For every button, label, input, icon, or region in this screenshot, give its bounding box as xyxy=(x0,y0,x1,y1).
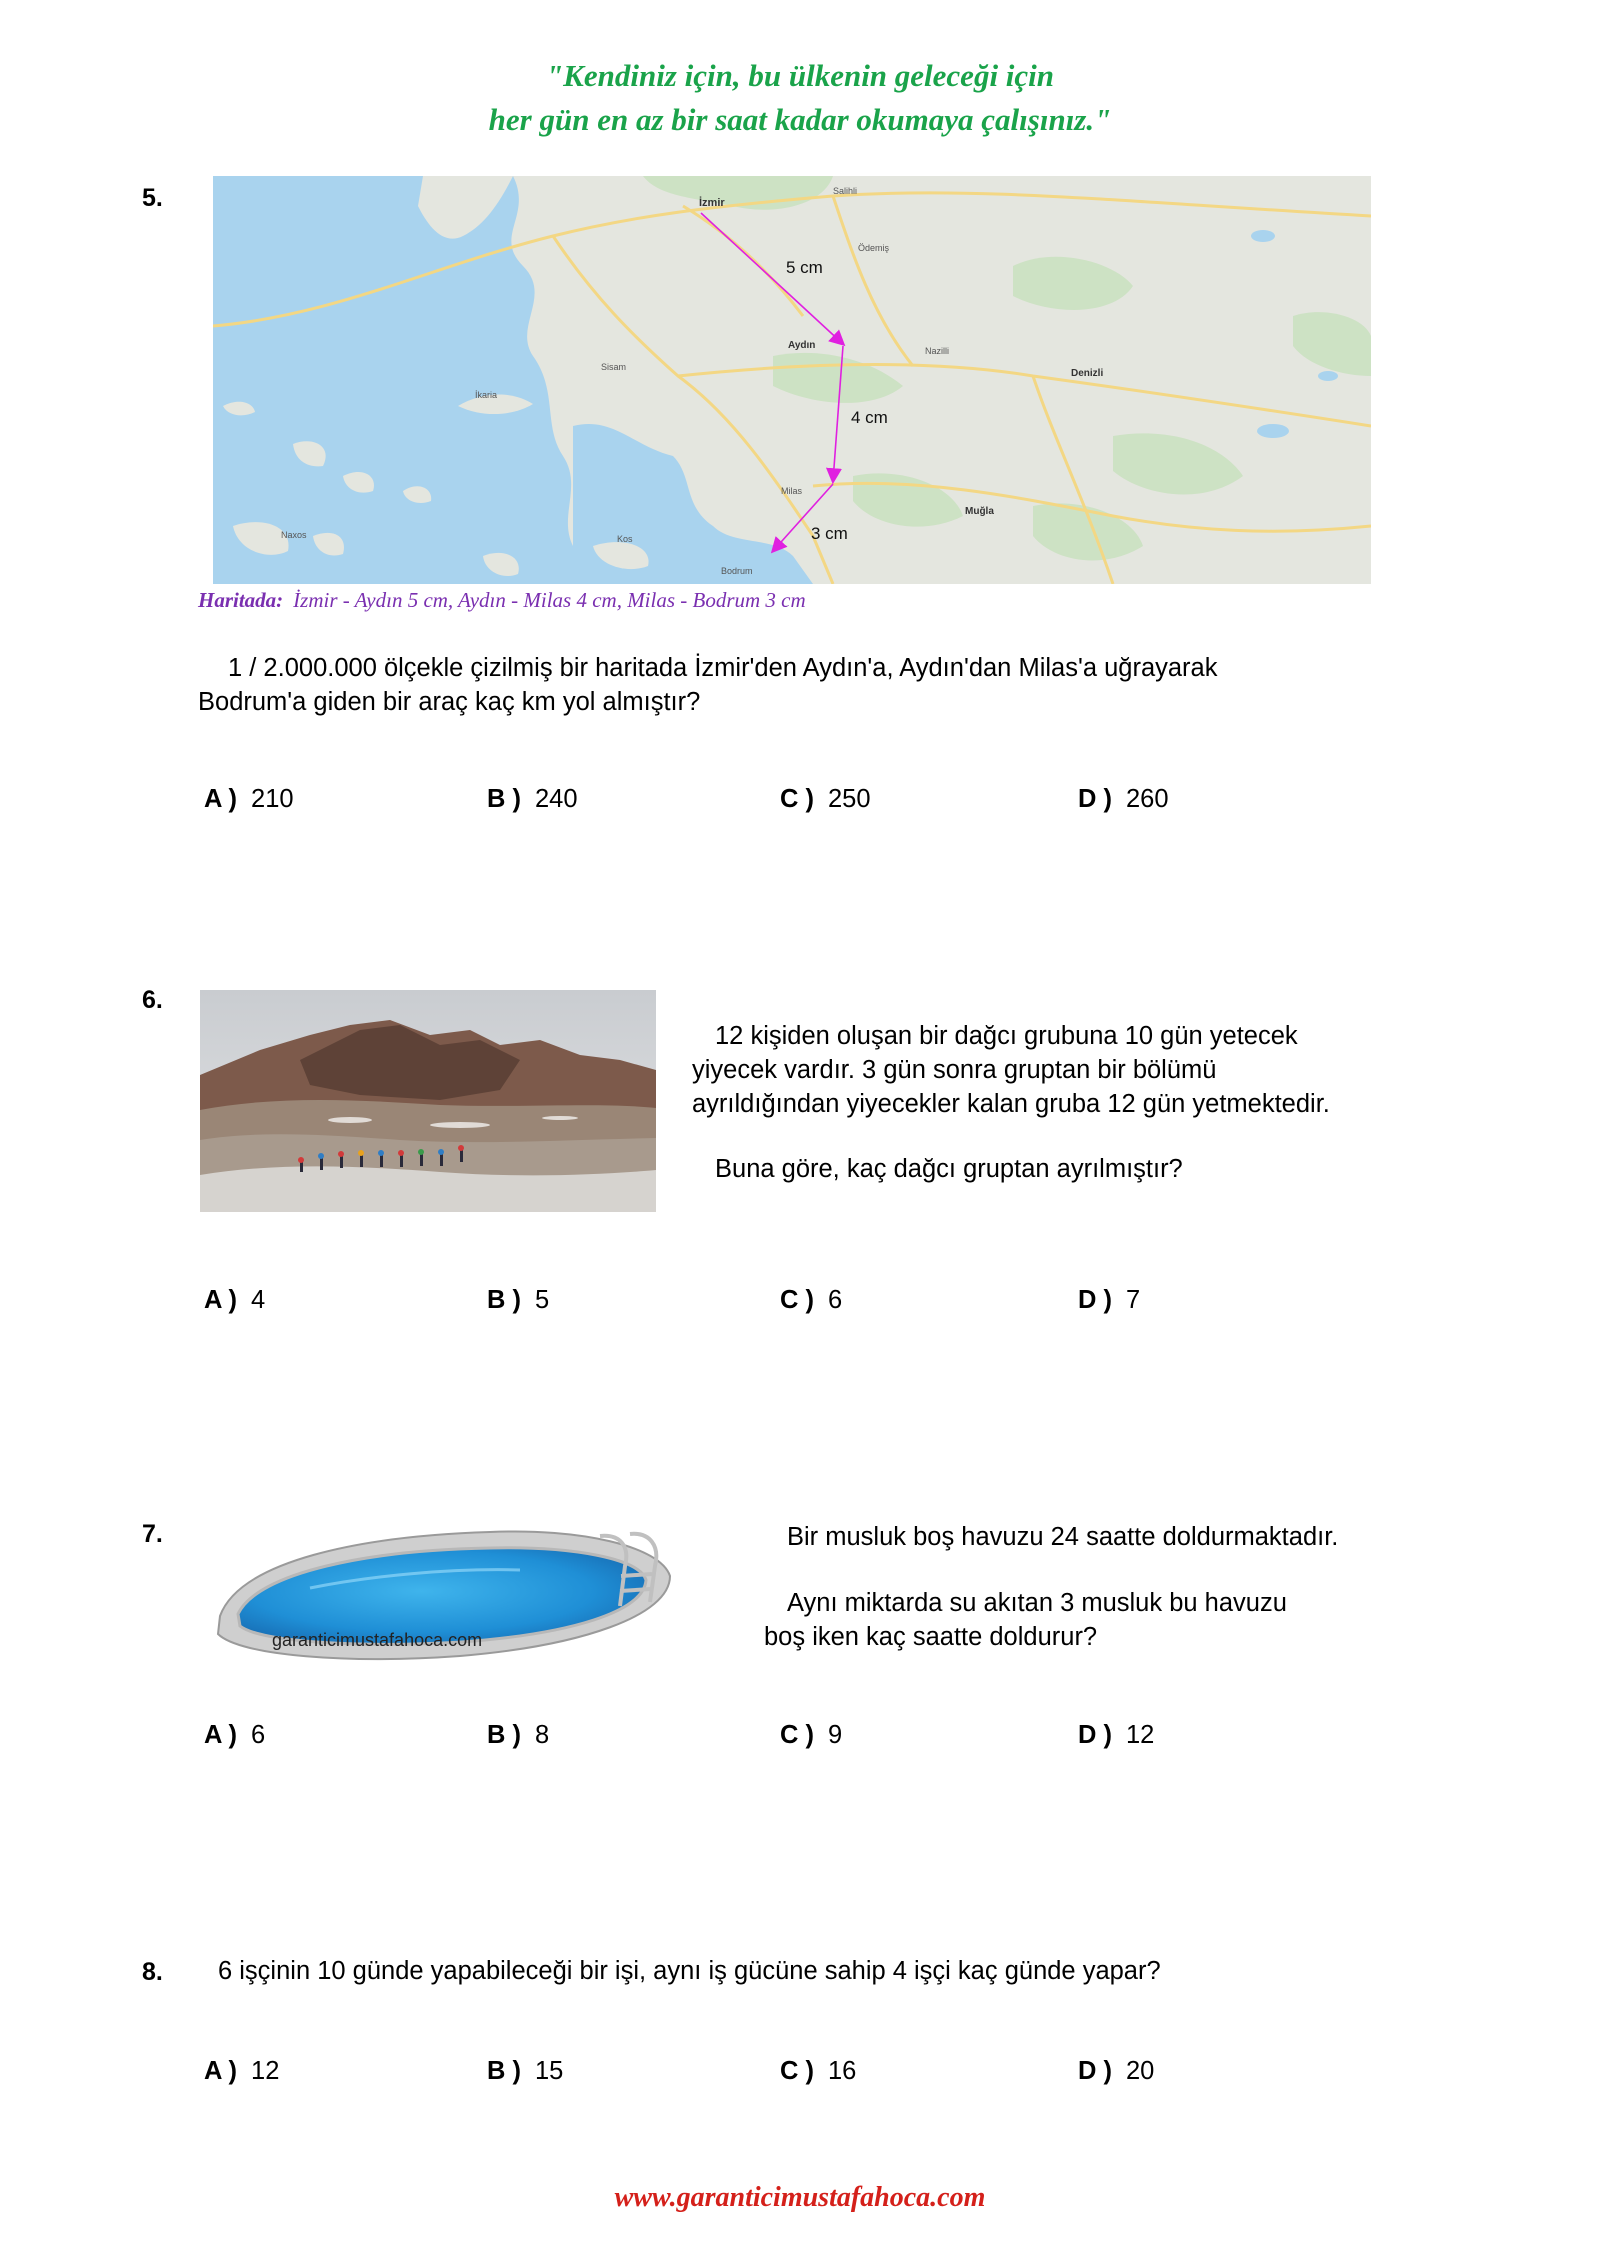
route-label-4cm: 4 cm xyxy=(851,408,888,427)
q7-option-a[interactable]: A ) 6 xyxy=(204,1721,266,1749)
motto-line-1: "Kendiniz için, bu ülkenin geleceği için xyxy=(545,58,1055,93)
q8-option-a[interactable]: A ) 12 xyxy=(204,2057,280,2085)
mountaineers-photo xyxy=(200,990,656,1212)
map-label-ikaria: İkaria xyxy=(475,390,498,400)
question-5-text-line-2: Bodrum'a giden bir araç kaç km yol almıştır? xyxy=(198,688,701,716)
question-8-number: 8. xyxy=(142,1958,163,1986)
route-label-3cm: 3 cm xyxy=(811,524,848,543)
map-caption xyxy=(198,588,806,613)
map-caption-text: İzmir - Aydın 5 cm, Aydın - Milas 4 cm, Milas - Bodrum 3 cm xyxy=(293,588,806,612)
q5-option-b[interactable]: B ) 240 xyxy=(487,785,578,813)
motto-line-2: her gün en az bir saat kadar okumaya çalışınız." xyxy=(488,102,1112,137)
map-label-mugla: Muğla xyxy=(965,506,994,517)
map-label-bodrum: Bodrum xyxy=(721,566,753,576)
question-7-text-line-1: Bir musluk boş havuzu 24 saatte doldurmaktadır. xyxy=(787,1523,1339,1551)
q6-option-d[interactable]: D ) 7 xyxy=(1078,1286,1141,1314)
q5-option-d[interactable]: D ) 260 xyxy=(1078,785,1169,813)
question-7-text-line-3: boş iken kaç saatte doldurur? xyxy=(764,1623,1098,1651)
map-label-naxos: Naxos xyxy=(281,530,307,540)
q5-option-a[interactable]: A ) 210 xyxy=(204,785,294,813)
map-label-odemis: Ödemiş xyxy=(858,243,890,253)
map-caption-label: Haritada: xyxy=(198,588,284,612)
question-7-text-line-2: Aynı miktarda su akıtan 3 musluk bu havuzu xyxy=(787,1589,1287,1617)
question-6-text-line-1: 12 kişiden oluşan bir dağcı grubuna 10 gün yetecek xyxy=(715,1022,1298,1050)
q8-option-c[interactable]: C ) 16 xyxy=(780,2057,857,2085)
question-5-text-line-1: 1 / 2.000.000 ölçekle çizilmiş bir haritada İzmir'den Aydın'a, Aydın'dan Milas'a uğrayarak xyxy=(228,654,1218,682)
footer-website-link[interactable]: www.garanticimustafahoca.com xyxy=(614,2182,986,2213)
map-label-kos: Kos xyxy=(617,534,633,544)
map-label-milas: Milas xyxy=(781,486,803,496)
map-label-nazilli: Nazilli xyxy=(925,346,950,356)
q5-option-c[interactable]: C ) 250 xyxy=(780,785,871,813)
question-8-text: 6 işçinin 10 günde yapabileceği bir işi, aynı iş gücüne sahip 4 işçi kaç günde yapar? xyxy=(218,1957,1161,1985)
map-image xyxy=(213,176,1371,584)
q7-option-b[interactable]: B ) 8 xyxy=(487,1721,550,1749)
q8-option-d[interactable]: D ) 20 xyxy=(1078,2057,1155,2085)
q8-option-b[interactable]: B ) 15 xyxy=(487,2057,564,2085)
question-6-text-line-2: yiyecek vardır. 3 gün sonra gruptan bir bölümü xyxy=(692,1056,1217,1084)
pool-image xyxy=(200,1506,676,1670)
question-5-number: 5. xyxy=(142,184,163,212)
route-label-5cm: 5 cm xyxy=(786,258,823,277)
question-6-text-line-4: Buna göre, kaç dağcı gruptan ayrılmıştır? xyxy=(715,1155,1183,1183)
map-label-sisam: Sisam xyxy=(601,362,627,372)
q7-option-d[interactable]: D ) 12 xyxy=(1078,1721,1155,1749)
map-label-aydin: Aydın xyxy=(788,340,816,351)
q6-option-b[interactable]: B ) 5 xyxy=(487,1286,550,1314)
map-label-salihli: Salihli xyxy=(833,186,858,196)
question-6-text-line-3: ayrıldığından yiyecekler kalan gruba 12 gün yetmektedir. xyxy=(692,1090,1330,1118)
question-6-number: 6. xyxy=(142,986,163,1014)
question-7-number: 7. xyxy=(142,1520,163,1548)
pool-watermark: garanticimustafahoca.com xyxy=(272,1630,483,1650)
map-label-denizli: Denizli xyxy=(1071,368,1104,379)
map-label-izmir: İzmir xyxy=(699,197,725,209)
q6-option-c[interactable]: C ) 6 xyxy=(780,1286,843,1314)
q6-option-a[interactable]: A ) 4 xyxy=(204,1286,266,1314)
q7-option-c[interactable]: C ) 9 xyxy=(780,1721,843,1749)
